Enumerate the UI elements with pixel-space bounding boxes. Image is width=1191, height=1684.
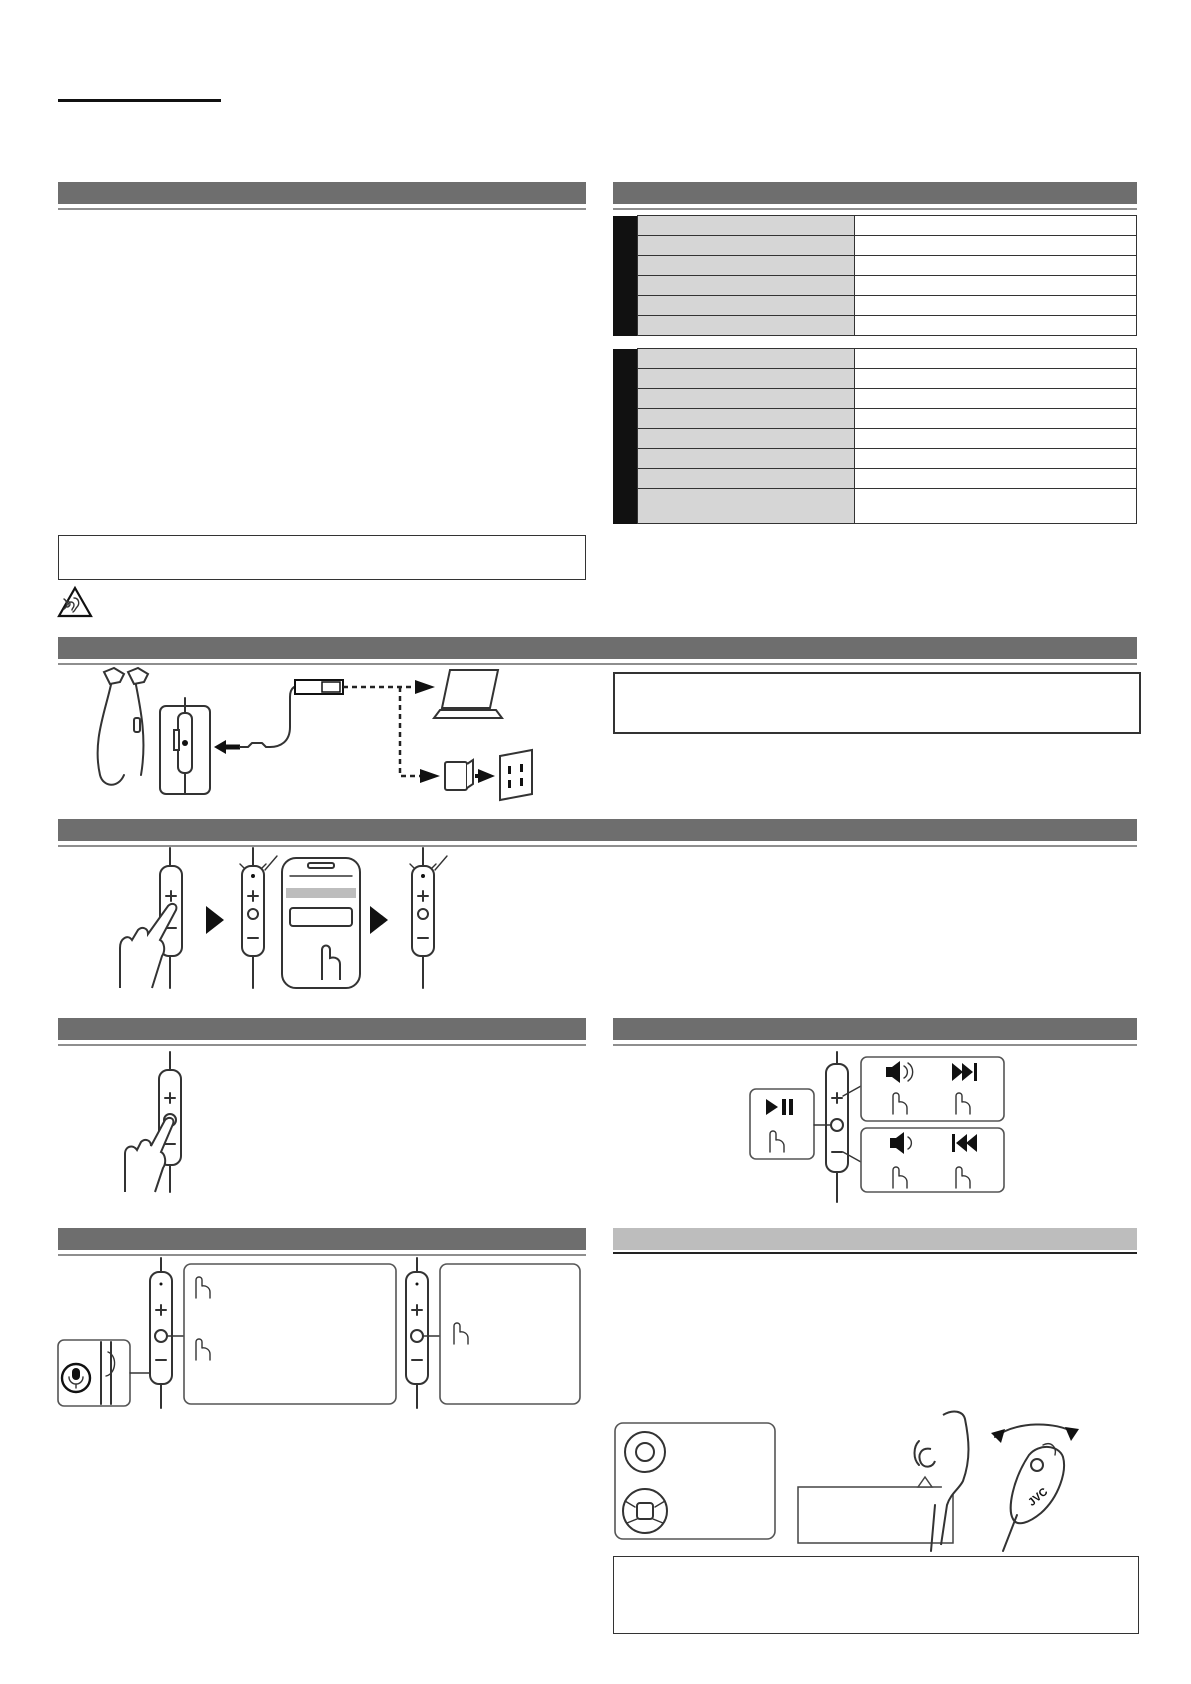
spec-label — [638, 216, 855, 236]
spec-label — [638, 276, 855, 296]
spec-value — [855, 349, 1137, 369]
ear-fin-icon — [623, 1489, 667, 1533]
section-bar-charging — [58, 637, 1137, 659]
spec-value — [855, 276, 1137, 296]
section-bar-power — [58, 1018, 586, 1040]
spec-label — [638, 469, 855, 489]
spec-group-1-side — [613, 216, 638, 336]
volume-up-next-box — [861, 1057, 1004, 1121]
spec-value — [855, 296, 1137, 316]
notice-box-charging — [613, 672, 1141, 734]
hearing-warning-icon — [57, 586, 93, 618]
spec-value — [855, 369, 1137, 389]
earpiece-label-box — [798, 1487, 953, 1543]
spec-label — [638, 449, 855, 469]
spec-value — [855, 389, 1137, 409]
notice-box-left — [58, 535, 586, 580]
section-bar-earpieces — [613, 1228, 1137, 1250]
step-arrow-1 — [206, 906, 224, 934]
spec-table-group-1 — [613, 215, 1137, 336]
charging-diagram — [90, 668, 570, 798]
remote-step-3 — [410, 848, 447, 988]
section-bar-music-control — [613, 1018, 1137, 1040]
section-bar-left-top — [58, 182, 586, 204]
spec-value — [855, 409, 1137, 429]
notice-box-earpiece — [613, 1556, 1139, 1634]
section-bar-pairing — [58, 819, 1137, 841]
spec-table-group-2 — [613, 348, 1137, 524]
spec-value — [855, 256, 1137, 276]
usb-adapter-icon — [445, 760, 473, 790]
headset-illustration — [98, 668, 148, 785]
spec-group-2-side — [613, 349, 638, 524]
spec-label — [638, 389, 855, 409]
spec-label — [638, 256, 855, 276]
calls-diagram — [56, 1258, 586, 1408]
music-control-diagram — [748, 1052, 1008, 1202]
spec-value — [855, 469, 1137, 489]
spec-label — [638, 369, 855, 389]
spec-label — [638, 316, 855, 336]
section-bar-calls — [58, 1228, 586, 1250]
section-bar-specifications — [613, 182, 1137, 204]
remote-step-1 — [120, 848, 182, 988]
earpiece-rotate-view — [991, 1424, 1079, 1551]
spec-value — [855, 489, 1137, 524]
spec-value — [855, 316, 1137, 336]
call-reject-box — [440, 1264, 580, 1404]
step-arrow-2 — [370, 906, 388, 934]
smartphone-icon — [282, 858, 360, 988]
spec-value — [855, 236, 1137, 256]
remote-zoom-box — [160, 698, 210, 794]
spec-label — [638, 236, 855, 256]
spec-value — [855, 429, 1137, 449]
remote-step-2 — [240, 848, 277, 988]
volume-down-prev-box — [861, 1128, 1004, 1192]
spec-label — [638, 489, 855, 524]
title-underline — [58, 99, 221, 102]
spec-value — [855, 449, 1137, 469]
jvc-logo: JVC — [1026, 1485, 1051, 1509]
earpiece-diagram — [613, 1405, 1137, 1555]
pairing-diagram — [110, 848, 470, 988]
wall-outlet-icon — [500, 750, 532, 800]
power-diagram — [120, 1052, 200, 1192]
ear-tip-icon — [625, 1432, 665, 1472]
spec-label — [638, 409, 855, 429]
spec-label — [638, 429, 855, 449]
spec-label — [638, 296, 855, 316]
spec-value — [855, 216, 1137, 236]
spec-label — [638, 349, 855, 369]
laptop-icon — [434, 670, 502, 718]
call-actions-box — [184, 1264, 396, 1404]
